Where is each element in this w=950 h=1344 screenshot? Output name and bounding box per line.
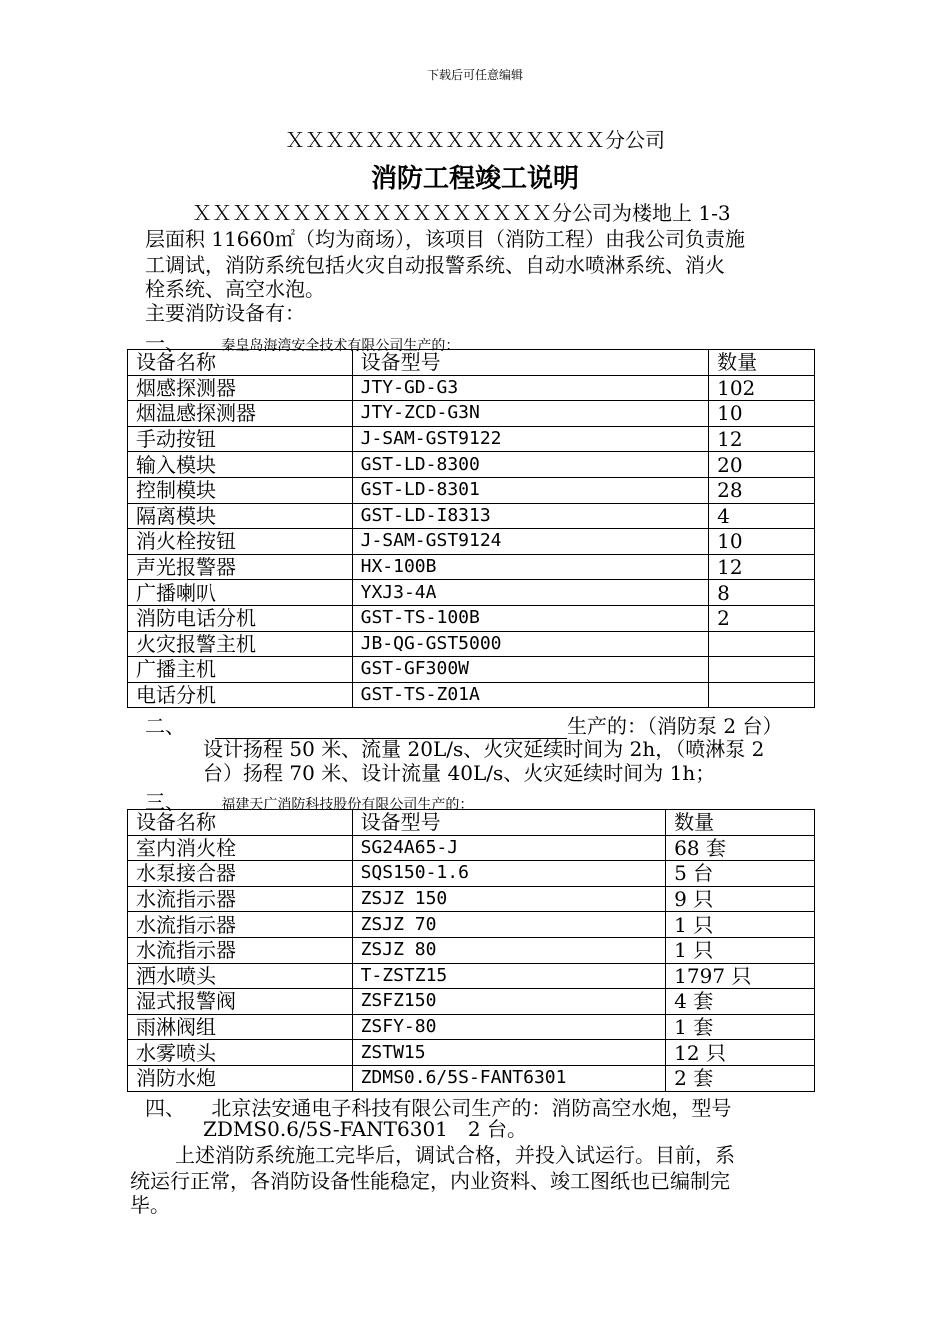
cell-quantity: 4 套 <box>666 989 815 1015</box>
cell-quantity: 102 <box>709 375 815 401</box>
cell-model: ZSJZ 150 <box>352 886 666 912</box>
cell-quantity: 10 <box>709 401 815 427</box>
section-2-line-2: 设计扬程 50 米、流量 20L/s、火灾延续时间为 2h，（喷淋泵 2 <box>203 737 765 761</box>
cell-name: 水泵接合器 <box>128 861 353 887</box>
header-name: 设备名称 <box>128 810 353 836</box>
cell-model: JB-QG-GST5000 <box>352 631 708 657</box>
cell-model: ZSTW15 <box>352 1040 666 1066</box>
cell-name: 消防电话分机 <box>128 605 353 631</box>
page-title: 消防工程竣工说明 <box>370 164 579 194</box>
cell-name: 输入模块 <box>128 452 353 478</box>
cell-quantity: 1 套 <box>666 1014 815 1040</box>
section-2-tail: 生产的：（消防泵 2 台） <box>567 714 783 738</box>
table-1-row <box>128 477 815 503</box>
table-1-row <box>128 426 815 452</box>
cell-model: GST-TS-100B <box>352 605 708 631</box>
table-1-row <box>128 503 815 529</box>
header-quantity: 数量 <box>709 350 815 376</box>
cell-quantity: 28 <box>709 477 815 503</box>
table-2-row <box>128 963 815 989</box>
table-2-row <box>128 989 815 1015</box>
company-line: ＸＸＸＸＸＸＸＸＸＸＸＸＸＸＸＸ分公司 <box>285 128 665 152</box>
cell-model: GST-LD-I8313 <box>352 503 708 529</box>
cell-quantity: 20 <box>709 452 815 478</box>
closing-line-3: 毕。 <box>130 1193 170 1217</box>
table-2-row <box>128 1040 815 1066</box>
table-1-row <box>128 657 815 683</box>
cell-quantity: 4 <box>709 503 815 529</box>
intro-line-4: 栓系统、高空水泡。 <box>145 277 325 301</box>
section-2-line-3: 台）扬程 70 米、设计流量 40L/s、火灾延续时间为 1h； <box>203 761 716 785</box>
section-3-maker: 福建天广消防科技股份有限公司生产的： <box>221 797 474 813</box>
closing-line-2: 统运行正常，各消防设备性能稳定，内业资料、竣工图纸也已编制完 <box>130 1169 730 1193</box>
intro-line-3: 工调试，消防系统包括火灾自动报警系统、自动水喷淋系统、消火 <box>145 253 725 277</box>
table-1-row <box>128 554 815 580</box>
cell-name: 水雾喷头 <box>128 1040 353 1066</box>
cell-name: 水流指示器 <box>128 912 353 938</box>
section-4-line-2: ZDMS0.6/5S-FANT6301 2 台。 <box>203 1117 527 1141</box>
header-name: 设备名称 <box>128 350 353 376</box>
table-1-row <box>128 631 815 657</box>
cell-model: SQS150-1.6 <box>352 861 666 887</box>
table-2-row <box>128 1065 815 1091</box>
cell-quantity: 2 套 <box>666 1065 815 1091</box>
cell-quantity: 2 <box>709 605 815 631</box>
cell-model: SG24A65-J <box>352 835 666 861</box>
intro-line-5: 主要消防设备有： <box>145 301 305 325</box>
table-1-row <box>128 529 815 555</box>
cell-model: GST-LD-8301 <box>352 477 708 503</box>
cell-model: GST-LD-8300 <box>352 452 708 478</box>
cell-quantity <box>709 657 815 683</box>
table-2-row <box>128 937 815 963</box>
section-1-maker: 秦皇岛海湾安全技术有限公司生产的： <box>221 338 460 354</box>
cell-quantity: 8 <box>709 580 815 606</box>
cell-quantity: 10 <box>709 529 815 555</box>
cell-name: 洒水喷头 <box>128 963 353 989</box>
cell-quantity: 9 只 <box>666 886 815 912</box>
closing-line-1: 上述消防系统施工完毕后，调试合格，并投入试运行。目前，系 <box>175 1143 735 1167</box>
cell-model: J-SAM-GST9122 <box>352 426 708 452</box>
equipment-table-2 <box>127 809 815 1092</box>
table-1-row <box>128 580 815 606</box>
cell-name: 室内消火栓 <box>128 835 353 861</box>
cell-name: 水流指示器 <box>128 937 353 963</box>
cell-model: GST-GF300W <box>352 657 708 683</box>
cell-name: 雨淋阀组 <box>128 1014 353 1040</box>
header-model: 设备型号 <box>352 810 666 836</box>
cell-name: 声光报警器 <box>128 554 353 580</box>
cell-name: 火灾报警主机 <box>128 631 353 657</box>
table-2-row <box>128 861 815 887</box>
equipment-table-1 <box>127 349 815 708</box>
cell-name: 手动按钮 <box>128 426 353 452</box>
cell-name: 烟温感探测器 <box>128 401 353 427</box>
cell-quantity <box>709 682 815 708</box>
cell-quantity: 12 <box>709 426 815 452</box>
table-2-row <box>128 835 815 861</box>
section-4-number: 四、 <box>145 1096 185 1120</box>
table-1-row <box>128 682 815 708</box>
section-2-line-1 <box>145 710 782 739</box>
cell-quantity: 5 台 <box>666 861 815 887</box>
table-1-row <box>128 375 815 401</box>
cell-quantity: 12 <box>709 554 815 580</box>
table-2-row <box>128 912 815 938</box>
cell-model: YXJ3-4A <box>352 580 708 606</box>
cell-name: 广播喇叭 <box>128 580 353 606</box>
cell-name: 消火栓按钮 <box>128 529 353 555</box>
cell-quantity: 1 只 <box>666 912 815 938</box>
table-1-header-row <box>128 350 815 376</box>
cell-quantity: 68 套 <box>666 835 815 861</box>
cell-name: 水流指示器 <box>128 886 353 912</box>
cell-model: T-ZSTZ15 <box>352 963 666 989</box>
cell-name: 广播主机 <box>128 657 353 683</box>
cell-quantity <box>709 631 815 657</box>
table-2-header-row <box>128 810 815 836</box>
section-2-number: 二、 <box>145 714 185 738</box>
cell-quantity: 12 只 <box>666 1040 815 1066</box>
cell-name: 隔离模块 <box>128 503 353 529</box>
cell-name: 控制模块 <box>128 477 353 503</box>
cell-name: 电话分机 <box>128 682 353 708</box>
table-1-row <box>128 452 815 478</box>
cell-model: ZDMS0.6/5S-FANT6301 <box>352 1065 666 1091</box>
section-4-text: 北京法安通电子科技有限公司生产的：消防高空水炮，型号 <box>211 1096 732 1120</box>
table-1-row <box>128 605 815 631</box>
header-quantity: 数量 <box>666 810 815 836</box>
cell-model: ZSJZ 70 <box>352 912 666 938</box>
cell-model: ZSFY-80 <box>352 1014 666 1040</box>
cell-model: JTY-GD-G3 <box>352 375 708 401</box>
cell-model: ZSJZ 80 <box>352 937 666 963</box>
cell-model: GST-TS-Z01A <box>352 682 708 708</box>
header-model: 设备型号 <box>352 350 708 376</box>
cell-model: ZSFZ150 <box>352 989 666 1015</box>
cell-name: 烟感探测器 <box>128 375 353 401</box>
intro-line-1: ＸＸＸＸＸＸＸＸＸＸＸＸＸＸＸＸＸＸ分公司为楼地上 1-3 <box>192 201 731 225</box>
cell-name: 湿式报警阀 <box>128 989 353 1015</box>
cell-model: JTY-ZCD-G3N <box>352 401 708 427</box>
cell-quantity: 1 只 <box>666 937 815 963</box>
section-1-number: 一、 <box>145 331 185 355</box>
cell-model: J-SAM-GST9124 <box>352 529 708 555</box>
intro-line-2: 层面积 11660㎡（均为商场），该项目（消防工程）由我公司负责施 <box>145 227 745 251</box>
table-1-row <box>128 401 815 427</box>
cell-model: HX-100B <box>352 554 708 580</box>
table-2-row <box>128 886 815 912</box>
download-note: 下载后可任意编辑 <box>426 68 523 82</box>
table-2-row <box>128 1014 815 1040</box>
section-3-number: 三、 <box>145 790 185 814</box>
cell-name: 消防水炮 <box>128 1065 353 1091</box>
cell-quantity: 1797 只 <box>666 963 815 989</box>
